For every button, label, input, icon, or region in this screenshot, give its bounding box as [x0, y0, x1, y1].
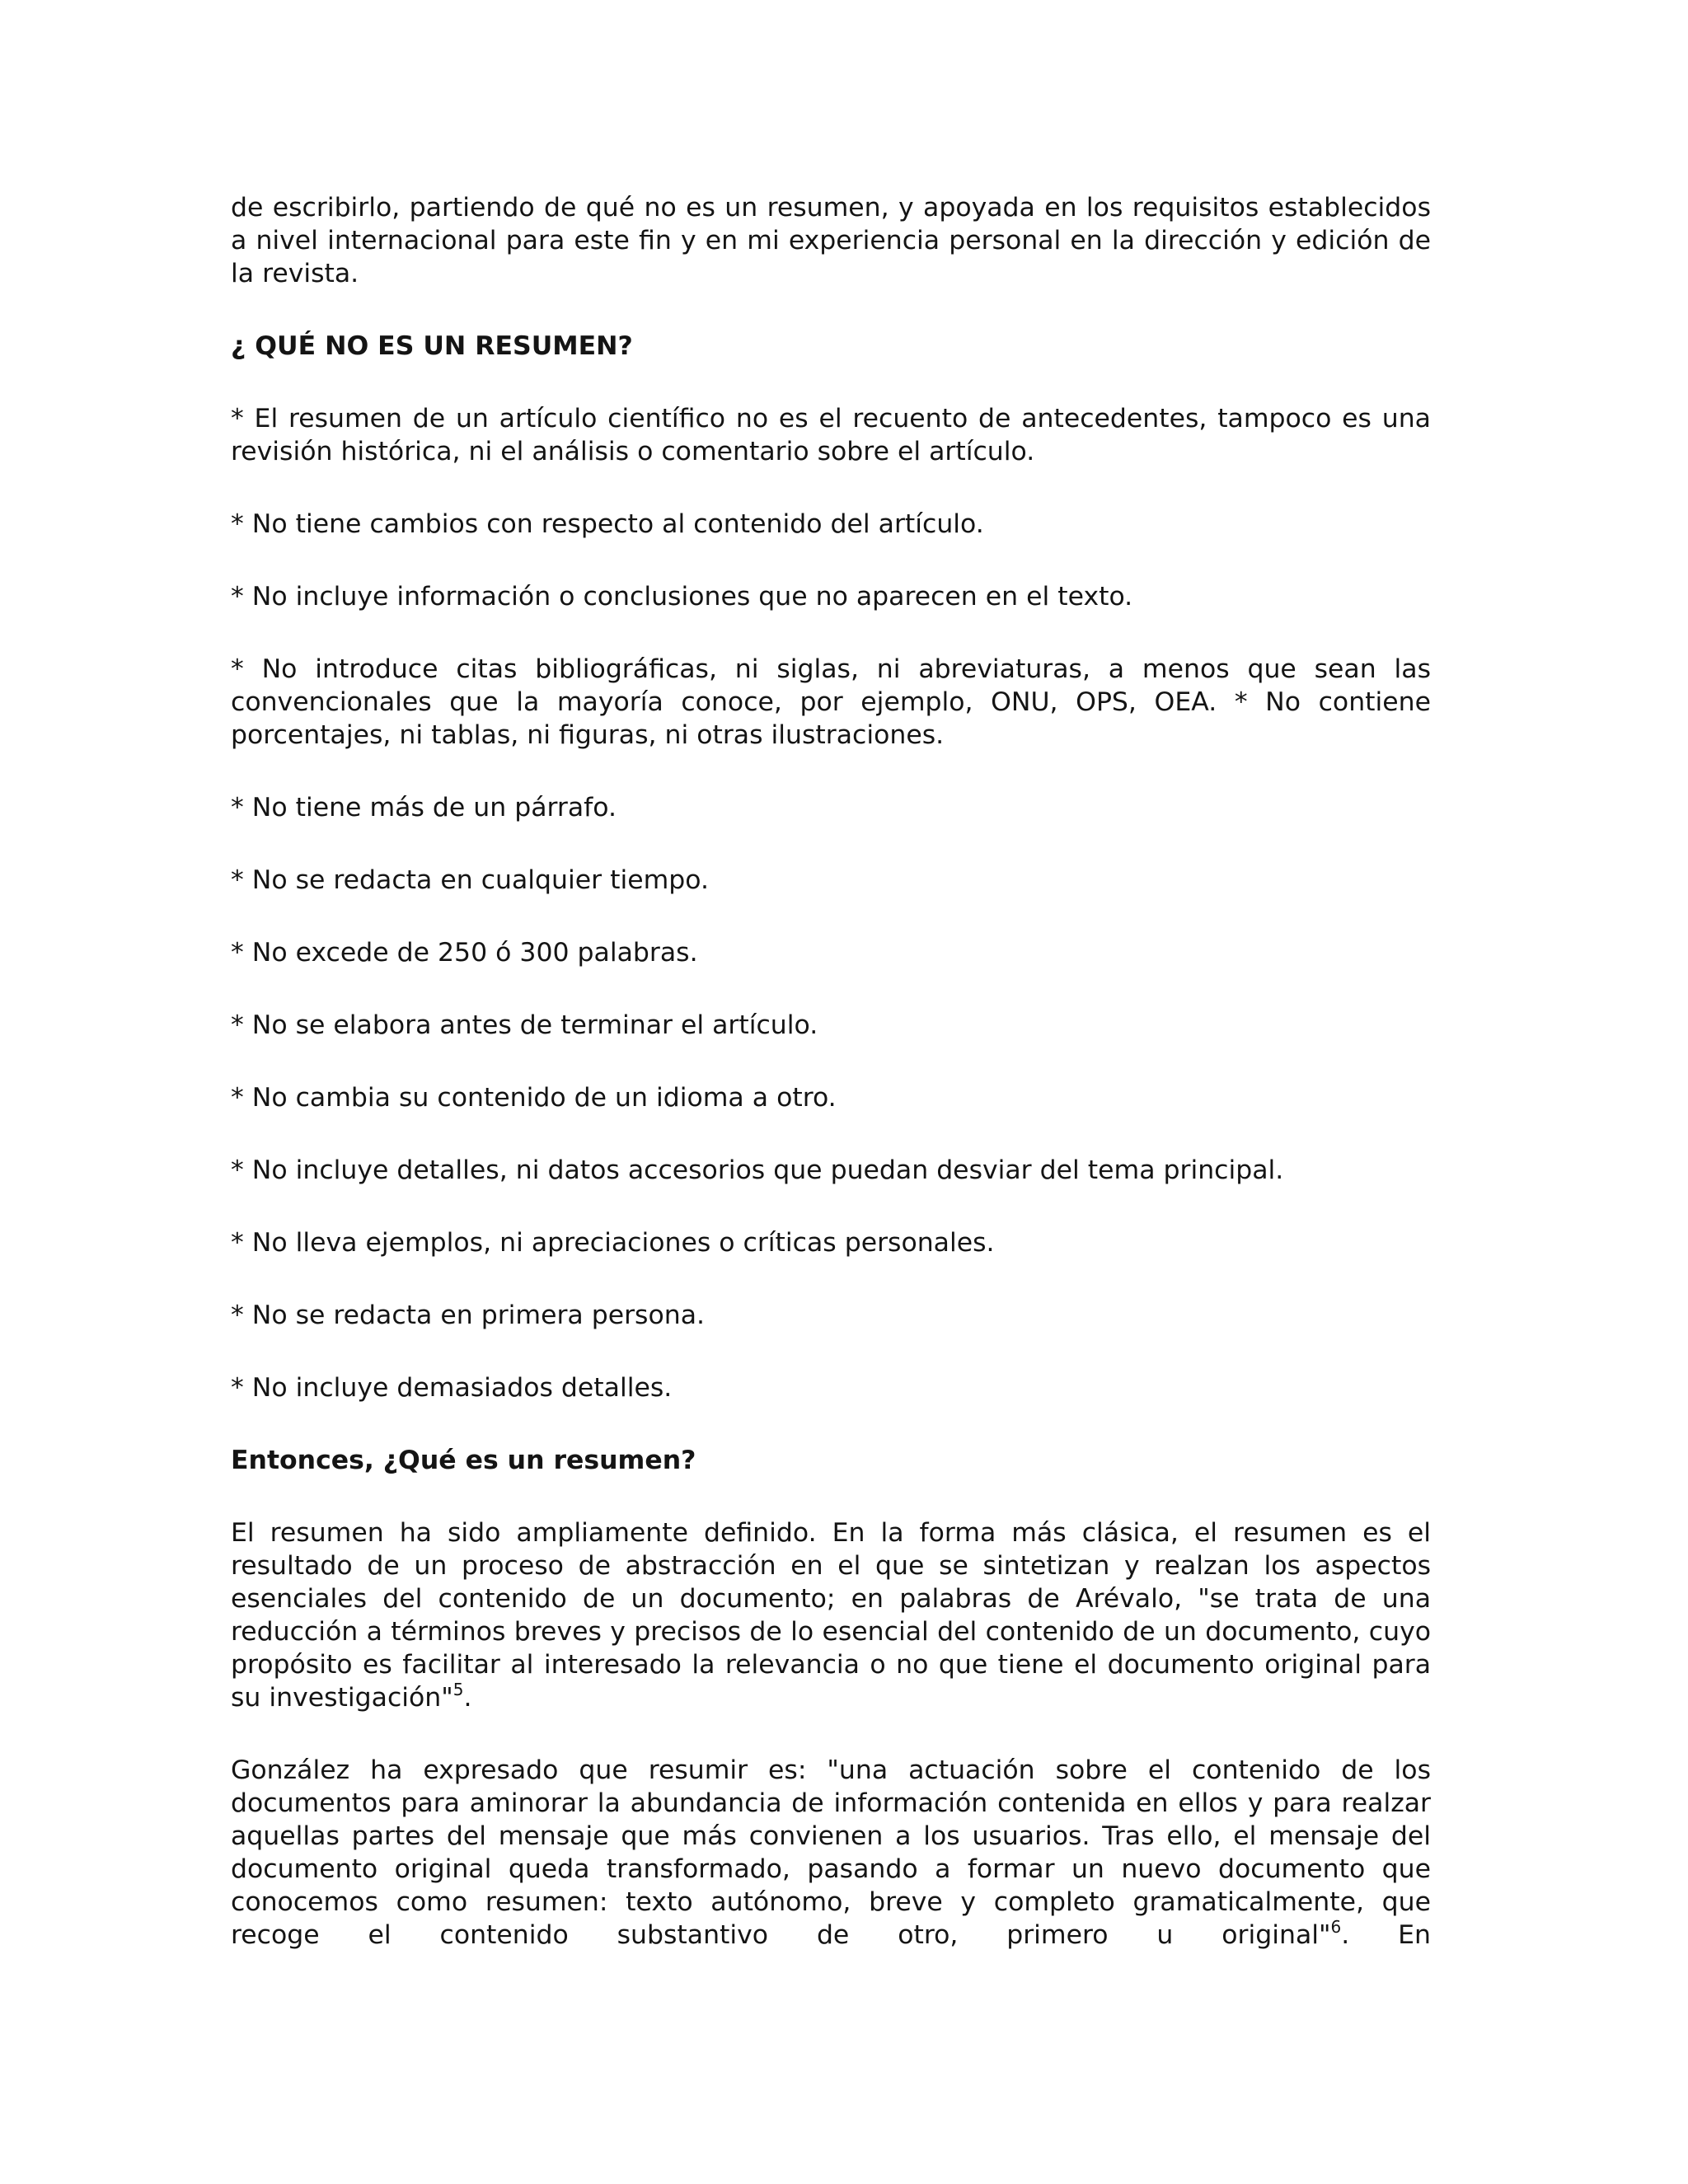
paragraph-tail: . [463, 1683, 472, 1713]
list-item: * No incluye información o conclusiones que no aparecen en el texto. [231, 582, 1133, 612]
list-item: * No cambia su contenido de un idioma a otro. [231, 1083, 837, 1113]
list-item: * No excede de 250 ó 300 palabras. [231, 938, 698, 968]
list-item: * No lleva ejemplos, ni apreciaciones o críticas personales. [231, 1228, 995, 1258]
intro-paragraph: de escribirlo, partiendo de qué no es un resumen, y apoyada en los requisitos establecidos a nivel internacional para este fin y en mi experiencia personal en la dirección y edición de la revista. [231, 193, 1431, 288]
footnote-marker: 5 [452, 1680, 464, 1699]
definition-paragraph-gonzalez [231, 1754, 1431, 1952]
paragraph-tail: . En [1341, 1920, 1431, 1950]
definition-paragraph-arevalo [231, 1516, 1431, 1714]
heading-que-es-resumen: Entonces, ¿Qué es un resumen? [231, 1446, 696, 1475]
list-item: * No tiene cambios con respecto al contenido del artículo. [231, 509, 984, 539]
list-item: * No se elabora antes de terminar el artículo. [231, 1010, 818, 1040]
list-item: * No incluye detalles, ni datos accesorios que puedan desviar del tema principal. [231, 1155, 1284, 1185]
list-item: * No incluye demasiados detalles. [231, 1373, 673, 1403]
list-item: * No tiene más de un párrafo. [231, 793, 617, 823]
footnote-marker: 6 [1330, 1917, 1342, 1937]
list-item: * El resumen de un artículo científico no es el recuento de antecedentes, tampoco es una revisión histórica, ni el análisis o comentario sobre el artículo. [231, 404, 1431, 466]
list-item: * No se redacta en primera persona. [231, 1301, 706, 1330]
paragraph-text: El resumen ha sido ampliamente definido. En la forma más clásica, el resumen es el resultado de un proceso de abstracción en el que se sintetizan y realzan los aspectos esenciales del contenido de un documento; en palabras de Arévalo, "se trata de una reducción a términos breves y precisos de lo esencial del contenido de un documento, cuyo propósito es facilitar al interesado la relevancia o no que tiene el documento original para su investigación" [231, 1518, 1431, 1713]
heading-que-no-es-resumen: ¿ QUÉ NO ES UN RESUMEN? [231, 331, 633, 361]
paragraph-text: González ha expresado que resumir es: "una actuación sobre el contenido de los documentos para aminorar la abundancia de información contenida en ellos y para realzar aquellas partes del mensaje que más convienen a los usuarios. Tras ello, el mensaje del documento original queda transformado, pasando a formar un nuevo documento que conocemos como resumen: texto autónomo, breve y completo gramaticalmente, que recoge el contenido substantivo de otro, primero u original" [231, 1755, 1431, 1950]
list-item: * No se redacta en cualquier tiempo. [231, 865, 709, 895]
list-item: * No introduce citas bibliográficas, ni siglas, ni abreviaturas, a menos que sean las convencionales que la mayoría conoce, por ejemplo, ONU, OPS, OEA. * No contiene porcentajes, ni tablas, ni figuras, ni otras ilustraciones. [231, 654, 1431, 750]
document-page [231, 191, 1431, 1991]
